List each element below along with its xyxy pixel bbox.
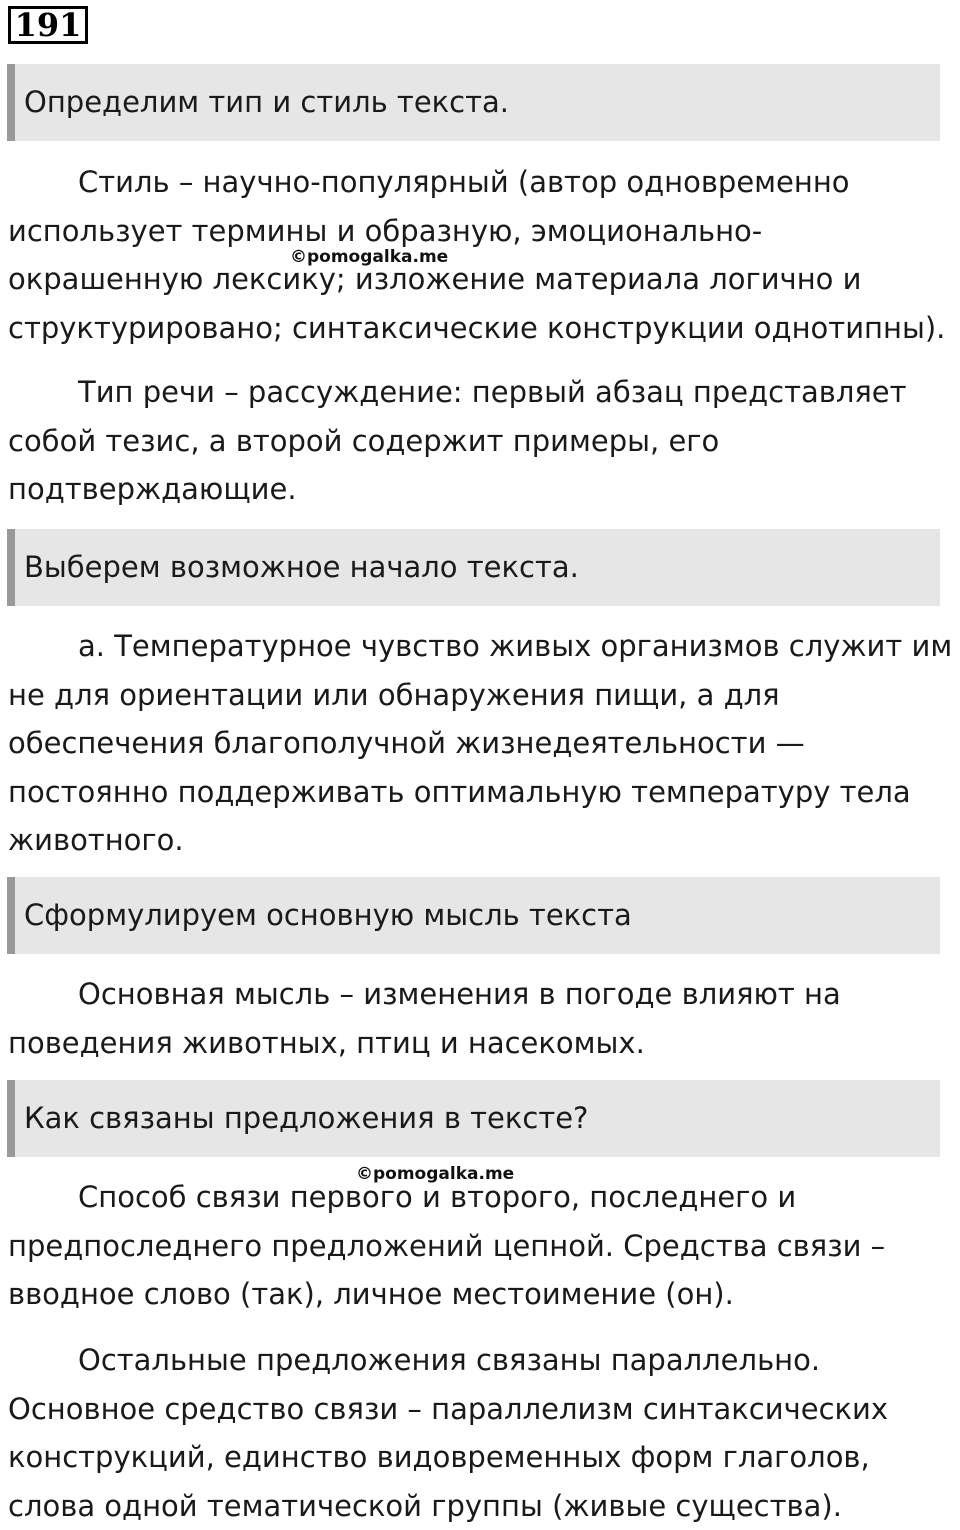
section-header-main-idea: Сформулируем основную мысль текста <box>7 877 940 954</box>
paragraph-parallel-link: Остальные предложения связаны параллельно. Основное средство связи – параллелизм синтаксических конструкций, единство видовременных форм глаголов, слова одной тематической группы (живые существа). <box>8 1343 889 1523</box>
paragraph-main-idea: Основная мысль – изменения в погоде влияют на поведения животных, птиц и насекомых. <box>8 977 841 1060</box>
task-number-box: 191 <box>8 6 88 44</box>
paragraph-style: Стиль – научно-популярный (автор одновременно использует термины и образную, эмоционально-окрашенную лексику; изложение материала логично и структурировано; синтаксические конструкции однотипны). <box>8 165 946 345</box>
watermark-bottom: ©pomogalka.me <box>356 1164 515 1184</box>
paragraph-speech-type: Тип речи – рассуждение: первый абзац представляет собой тезис, а второй содержит примеры, его подтверждающие. <box>8 375 907 506</box>
section-header-type-style: Определим тип и стиль текста. <box>7 64 940 141</box>
section-header-text-beginning: Выберем возможное начало текста. <box>7 529 940 606</box>
paragraph-chain-link: Способ связи первого и второго, последнего и предпоследнего предложений цепной. Средства связи – вводное слово (так), личное местоимение (он). <box>8 1180 886 1311</box>
paragraph-text-beginning: а. Температурное чувство живых организмов служит им не для ориентации или обнаружения пищи, а для обеспечения благополучной жизнедеятельности — постоянно поддерживать оптимальную температуру тела животного. <box>8 629 953 857</box>
watermark-top: ©pomogalka.me <box>290 247 449 267</box>
section-header-sentence-links: Как связаны предложения в тексте? <box>7 1080 940 1157</box>
